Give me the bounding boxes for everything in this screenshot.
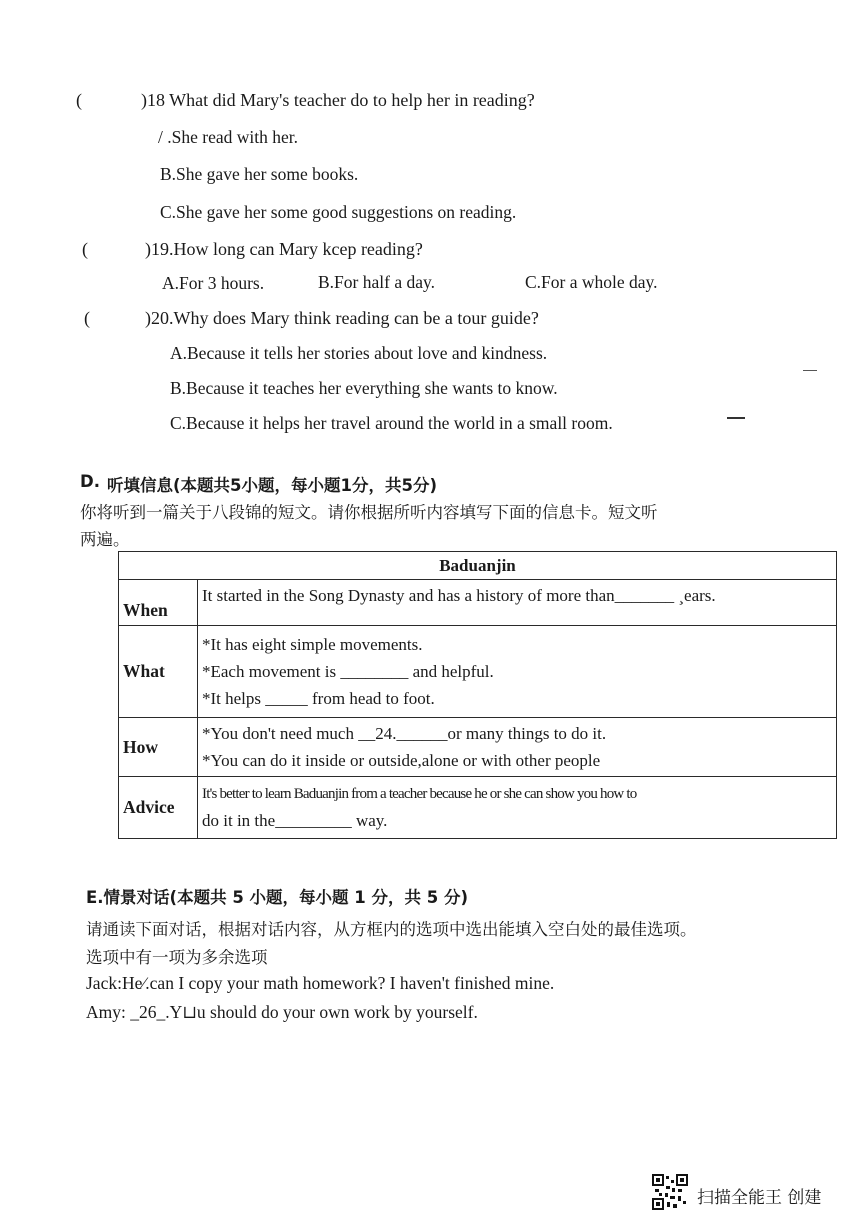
section-d-instruction-2: 两遍。 xyxy=(80,530,130,549)
scan-mark xyxy=(727,417,745,419)
row-content-how xyxy=(198,718,837,777)
section-d-instruction: 你将听到一篇关于八段锦的短文。请你根据所听内容填写下面的信息卡。短文听 xyxy=(80,503,658,522)
q18-option-c: C.She gave her some good suggestions on reading. xyxy=(160,202,517,222)
q19-option-c: C.For a whole day. xyxy=(525,272,658,292)
q18-option-b: B.She gave her some books. xyxy=(160,164,359,184)
table-line: *You can do it inside or outside,alone or with other people xyxy=(202,751,601,770)
table-line: *It has eight simple movements. xyxy=(202,635,423,654)
row-label-what: What xyxy=(119,626,198,718)
q20-option-b: B.Because it teaches her everything she wants to know. xyxy=(170,378,558,398)
table-line: It started in the Song Dynasty and has a history of more than_______ ¸ears. xyxy=(202,586,716,605)
info-card-table xyxy=(118,551,837,839)
q19-option-a: A.For 3 hours. xyxy=(162,273,265,293)
section-e-heading: E.情景对话(本题共 5 小题，每小题 1 分，共 5 分) xyxy=(86,888,469,907)
q20-option-c: C.Because it helps her travel around the world in a small room. xyxy=(170,413,613,433)
row-label-advice: Advice xyxy=(119,777,198,839)
q19-paren: ( xyxy=(82,239,88,259)
scan-mark xyxy=(803,370,817,371)
q19-stem: )19.How long can Mary kcep reading? xyxy=(145,239,423,259)
q20-paren: ( xyxy=(84,308,90,328)
q20-option-a: A.Because it tells her stories about love and kindness. xyxy=(170,343,548,363)
q18-stem: )18 What did Mary's teacher do to help her in reading? xyxy=(141,90,535,110)
table-line: *You don't need much __24.______or many things to do it. xyxy=(202,724,607,743)
row-content-advice xyxy=(198,777,837,839)
dialogue-line-jack: Jack:He∕.can I copy your math homework? I haven't finished mine. xyxy=(86,973,555,993)
qr-code-icon xyxy=(652,1174,688,1210)
row-content-what xyxy=(198,626,837,718)
section-d-letter: D. xyxy=(80,472,100,491)
table-line: *It helps _____ from head to foot. xyxy=(202,689,435,708)
table-line: It's better to learn Baduanjin from a teacher because he or she can show you how to xyxy=(202,786,637,802)
q19-option-b: B.For half a day. xyxy=(318,272,435,292)
section-e-instruction: 请通读下面对话，根据对话内容，从方框内的选项中选出能填入空白处的最佳选项。 xyxy=(86,920,697,939)
table-line: *Each movement is ________ and helpful. xyxy=(202,662,494,681)
q18-option-a: / .She read with her. xyxy=(158,127,298,147)
row-label-when: When xyxy=(119,580,198,626)
table-line: do it in the_________ way. xyxy=(202,811,388,830)
q20-stem: )20.Why does Mary think reading can be a tour guide? xyxy=(145,308,539,328)
scanner-watermark-label: 扫描全能王 创建 xyxy=(697,1188,822,1208)
section-e-instruction-2: 选项中有一项为多余选项 xyxy=(86,948,268,967)
section-d-heading: 听填信息(本题共5小题，每小题1分，共5分) xyxy=(107,476,438,495)
row-label-how: How xyxy=(119,718,198,777)
q18-paren: ( xyxy=(76,90,82,110)
dialogue-line-amy: Amy: _26_.Y⊔u should do your own work by yourself. xyxy=(86,1002,478,1022)
row-content-when xyxy=(198,580,837,626)
table-title: Baduanjin xyxy=(119,552,837,580)
